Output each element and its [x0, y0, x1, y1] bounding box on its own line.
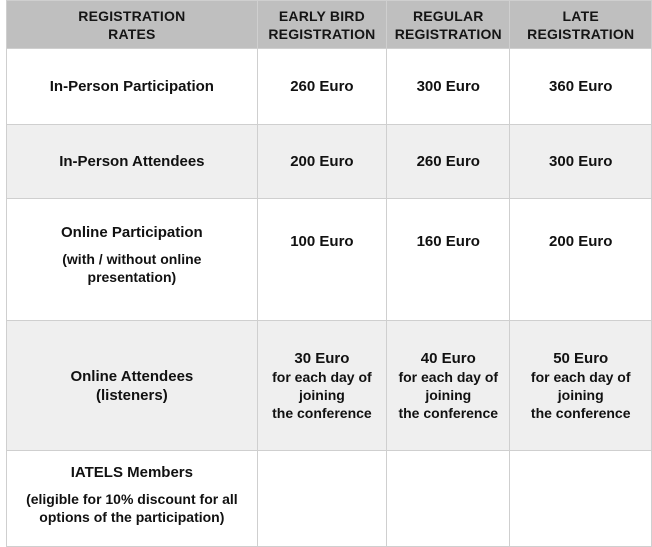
price-note: joining — [557, 386, 604, 403]
header-early-bird — [257, 1, 386, 49]
late-price — [510, 451, 652, 547]
early-bird-price — [257, 321, 386, 451]
late-price — [510, 321, 652, 451]
price-value: 50 Euro — [553, 349, 609, 367]
price-note: the conference — [272, 404, 372, 421]
row-label: In-Person Participation — [49, 78, 214, 95]
regular-price — [387, 49, 510, 125]
header-line: REGULAR — [412, 7, 484, 24]
price-note: the conference — [530, 404, 631, 421]
price-value: 360 Euro — [549, 77, 613, 95]
header-regular — [387, 1, 510, 49]
regular-price — [387, 199, 510, 321]
early-bird-price — [257, 199, 386, 321]
price-note: the conference — [398, 404, 499, 421]
row-label: Online Attendees (listeners) — [70, 367, 194, 404]
row-label-cell — [7, 451, 258, 547]
row-label-cell — [7, 199, 258, 321]
header-late — [510, 1, 652, 49]
header-line: REGISTRATION — [394, 25, 502, 42]
price-note: for each day of — [272, 368, 372, 385]
price-note: joining — [298, 386, 345, 403]
header-line: LATE — [562, 7, 599, 24]
price-value: 300 Euro — [416, 77, 480, 95]
price-note: for each day of — [530, 368, 631, 385]
price-value: 100 Euro — [290, 233, 354, 250]
early-bird-price — [257, 49, 386, 125]
header-row — [7, 1, 652, 49]
row-label: Online Participation — [61, 224, 203, 241]
price-note: for each day of — [398, 368, 499, 385]
regular-price — [387, 125, 510, 199]
table-row — [7, 321, 652, 451]
price-note: joining — [425, 386, 472, 403]
price-value: 260 Euro — [290, 77, 354, 95]
row-label: In-Person Attendees — [59, 153, 205, 170]
late-price — [510, 199, 652, 321]
regular-price — [387, 321, 510, 451]
table-row — [7, 451, 652, 547]
row-sublabel: (with / without online presentation) — [62, 251, 202, 285]
early-bird-price — [257, 125, 386, 199]
price-value: 300 Euro — [549, 152, 613, 170]
header-line: REGISTRATION — [527, 25, 635, 42]
price-value: 200 Euro — [290, 152, 354, 170]
price-value: 200 Euro — [549, 233, 613, 250]
late-price — [510, 49, 652, 125]
header-line: REGISTRATION — [268, 25, 376, 42]
regular-price — [387, 451, 510, 547]
row-label-cell — [7, 49, 258, 125]
price-value: 40 Euro — [420, 349, 476, 367]
price-value: 260 Euro — [416, 152, 480, 170]
header-line: REGISTRATION — [78, 7, 186, 24]
table-row — [7, 125, 652, 199]
late-price — [510, 125, 652, 199]
table-row — [7, 49, 652, 125]
price-value: 160 Euro — [416, 233, 480, 250]
row-sublabel: (eligible for 10% discount for all options of the participation) — [26, 491, 238, 525]
header-line: RATES — [108, 25, 156, 42]
registration-rates-table-wrapper — [6, 0, 652, 546]
table-row — [7, 199, 652, 321]
early-bird-price — [257, 451, 386, 547]
row-label-cell — [7, 321, 258, 451]
header-line: EARLY BIRD — [278, 7, 365, 24]
registration-rates-table — [6, 0, 652, 547]
row-label-cell — [7, 125, 258, 199]
row-label: IATELS Members — [70, 464, 193, 481]
header-registration-rates — [7, 1, 258, 49]
price-value: 30 Euro — [294, 349, 350, 367]
